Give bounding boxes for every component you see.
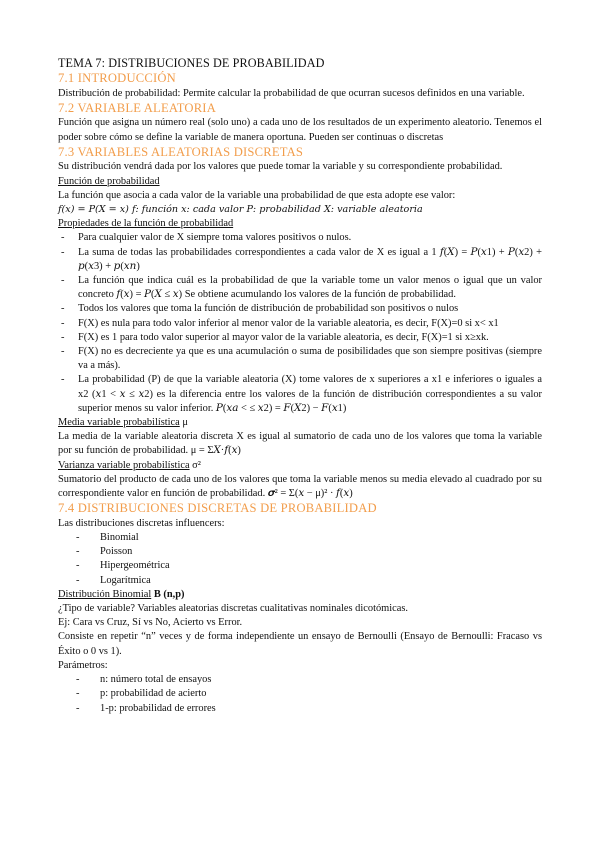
subheading-media: [58, 416, 542, 430]
list-item: - F(X) no es decreciente ya que es una acumulación o suma de posibilidades que son siempre positivas (siempre va a más).: [58, 345, 542, 373]
document-page: [58, 56, 542, 716]
list-item: - Todos los valores que toma la función de distribución de probabilidad son positivos o nulos: [58, 302, 542, 316]
list-item: - p: probabilidad de acierto: [58, 687, 542, 701]
binomial-label: Distribución Binomial: [58, 588, 152, 600]
varianza-symbol: σ²: [189, 459, 201, 471]
varianza-label: Varianza variable probabilística: [58, 459, 190, 471]
paragraph-funcion-probabilidad: La función que asocia a cada valor de la variable una probabilidad de que esta adopte ese valor:: [58, 189, 456, 201]
list-item: - Hipergeométrica: [58, 559, 542, 573]
subheading-varianza: [58, 459, 542, 473]
parameters-heading: Parámetros:: [58, 659, 108, 671]
list-item: - n: número total de ensayos: [58, 673, 542, 687]
paragraph-distribuciones: Las distribuciones discretas influencers:: [58, 517, 225, 529]
list-item: - La suma de todas las probabilidades correspondientes a cada valor de X es igual a 1 𝑓(𝑋) = 𝑃(𝑥1) + 𝑃(𝑥2) + 𝑝(𝑥3) + 𝑝(𝑥𝑛): [58, 246, 542, 274]
distributions-list: [58, 531, 542, 588]
list-item: - La función que indica cuál es la probabilidad de que la variable tome un valor menos o igual que un valor concreto 𝑓(𝑥) = 𝑃(𝑋 ≤ 𝑥) Se obtiene acumulando los valores de la función de probabilidad.: [58, 274, 542, 302]
paragraph-media: La media de la variable aleatoria discreta X es igual al sumatorio de cada uno de los valores que toma la variable por su función de probabilidad. μ = Σ𝑋·𝑓(𝑥): [58, 431, 542, 457]
list-item: - Logarítmica: [58, 574, 542, 588]
media-symbol: μ: [179, 417, 188, 429]
list-item: - F(X) es 1 para todo valor superior al mayor valor de la variable aleatoria, es decir, F(X)=1 si x≥xk.: [58, 331, 542, 345]
formula-funcion-probabilidad: 𝑓(𝑥) = 𝑃(𝑋 = 𝑥) 𝑓: 𝑓𝑢𝑛𝑐𝑖ó𝑛 𝑥: 𝑐𝑎𝑑𝑎 𝑣𝑎𝑙𝑜𝑟 𝑃: 𝑝𝑟𝑜𝑏𝑎𝑏𝑖𝑙𝑖𝑑𝑎𝑑 𝑋: 𝑣𝑎𝑟𝑖𝑎𝑏𝑙𝑒 𝑎𝑙𝑒𝑎𝑡𝑜𝑟𝑖𝑎: [58, 204, 423, 215]
section-heading-7-3: 7.3 VARIABLES ALEATORIAS DISCRETAS: [58, 144, 304, 159]
paragraph-discretas: Su distribución vendrá dada por los valores que puede tomar la variable y su correspondiente probabilidad.: [58, 161, 503, 173]
list-item: - La probabilidad (P) de que la variable aleatoria (X) tome valores de x superiores a x1 e inferiores o iguales a x2 (𝑥1 < 𝑥 ≤ 𝑥2) es la diferencia entre los valores de la función de distribución correspondientes a su valor superior menos su valor inferior. 𝑃(𝑥𝑎 < ≤ 𝑥2) = 𝐹(𝑋2) − 𝐹(𝑥1): [58, 373, 542, 416]
section-heading-7-1: 7.1 INTRODUCCIÓN: [58, 71, 176, 85]
list-item: - 1-p: probabilidad de errores: [58, 702, 542, 716]
paragraph-variable-aleatoria: Función que asigna un número real (solo uno) a cada uno de los resultados de un experimento aleatorio. Tenemos el poder sobre cómo se define la variable de manera oportuna. Pueden ser continuas o discretas: [58, 117, 542, 143]
list-item: - Binomial: [58, 531, 542, 545]
paragraph-bernoulli: Consiste en repetir “n” veces y de forma independiente un ensayo de Bernoulli (Ensayo de Bernoulli: Fracaso vs Éxito o 0 vs 1).: [58, 631, 542, 657]
parameters-list: [58, 673, 542, 716]
section-heading-7-2: 7.2 VARIABLE ALEATORIA: [58, 100, 216, 115]
section-heading-7-4: 7.4 DISTRIBUCIONES DISCRETAS DE PROBABILIDAD: [58, 501, 377, 516]
document-title: TEMA 7: DISTRIBUCIONES DE PROBABILIDAD: [58, 56, 325, 70]
list-item: - Poisson: [58, 545, 542, 559]
paragraph-tipo-variable: ¿Tipo de variable? Variables aleatorias discretas cualitativas nominales dicotómicas.: [58, 603, 408, 615]
binomial-notation: B (n,p): [151, 588, 185, 600]
subheading-propiedades: Propiedades de la función de probabilidad: [58, 218, 234, 230]
media-label: Media variable probabilística: [58, 417, 180, 429]
properties-list: [58, 231, 542, 416]
paragraph-intro: Distribución de probabilidad: Permite calcular la probabilidad de que ocurran sucesos definidos en una variable.: [58, 87, 525, 99]
subheading-binomial: [58, 588, 542, 602]
subheading-funcion-probabilidad: Función de probabilidad: [58, 175, 160, 187]
list-item: - Para cualquier valor de X siempre toma valores positivos o nulos.: [58, 231, 542, 245]
list-item: - F(X) es nula para todo valor inferior al menor valor de la variable aleatoria, es decir, F(X)=0 si x< x1: [58, 317, 542, 331]
paragraph-varianza: Sumatorio del producto de cada uno de los valores que toma la variable menos su media elevado al cuadrado por su correspondiente valor en función de probabilidad. 𝝈² = Σ(𝑥 − μ)² · 𝑓(𝑥): [58, 473, 542, 500]
paragraph-ejemplo: Ej: Cara vs Cruz, Sí vs No, Acierto vs Error.: [58, 617, 243, 629]
